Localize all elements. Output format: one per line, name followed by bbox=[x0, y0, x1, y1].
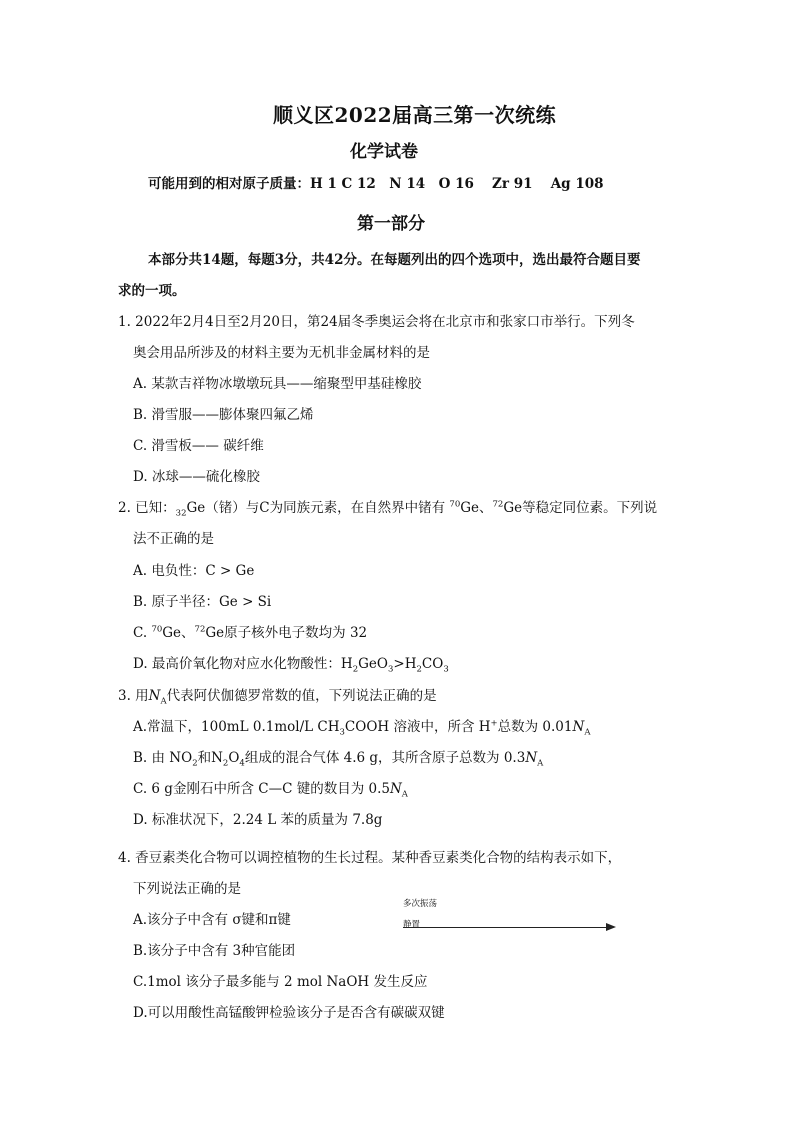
q3a-n: N bbox=[572, 719, 585, 735]
q2d-prefix: D. 最高价氧化物对应水化物酸性：H bbox=[133, 656, 353, 672]
q3b-sub-3: 4 bbox=[239, 758, 245, 769]
q3b-text-3: O bbox=[228, 750, 240, 766]
question-1-option-b: B. 滑雪服——膨体聚四氟乙烯 bbox=[133, 407, 314, 423]
q3b-sub-2: 2 bbox=[222, 758, 229, 769]
q2c-isotope-70: 70 bbox=[151, 624, 163, 635]
question-2-line-2: 法不正确的是 bbox=[133, 531, 214, 547]
q3-prefix: 3. 用 bbox=[118, 688, 149, 704]
arrow-label-bottom: 静置 bbox=[403, 920, 421, 930]
q2d-m1: GeO bbox=[358, 656, 388, 672]
q2-part-2: Ge、 bbox=[460, 500, 493, 516]
q3a-sup: + bbox=[490, 718, 498, 729]
question-1-option-d: D. 冰球——硫化橡胶 bbox=[133, 469, 260, 485]
q2d-m2: >H bbox=[393, 656, 417, 672]
q3a-text-2: COOH 溶液中，所含 H bbox=[344, 719, 491, 735]
q3b-n: N bbox=[525, 750, 538, 766]
question-3-option-a bbox=[133, 715, 591, 738]
part-heading: 第一部分 bbox=[357, 214, 425, 234]
q2-part-1: Ge（锗）与C为同族元素，在自然界中锗有 bbox=[186, 500, 450, 516]
question-3-option-c bbox=[133, 777, 408, 800]
q3c-n: N bbox=[389, 781, 402, 797]
q3-rest: 代表阿伏伽德罗常数的值，下列说法正确的是 bbox=[166, 688, 437, 704]
isotope-70: 70 bbox=[449, 499, 461, 510]
q2d-m3: CO bbox=[421, 656, 444, 672]
q2d-sub-1: 2 bbox=[352, 664, 359, 675]
q3b-sub-1: 2 bbox=[192, 758, 198, 769]
question-4-option-a: A.该分子中含有 σ键和π键 bbox=[133, 912, 291, 928]
q3b-a: A bbox=[537, 758, 544, 769]
question-4-line-2: 下列说法正确的是 bbox=[133, 881, 241, 897]
question-2-option-d bbox=[133, 652, 449, 675]
instructions-line-1: 本部分共14题，每题3分，共42分。在每题列出的四个选项中，选出最符合题目要 bbox=[148, 252, 641, 268]
q3b-text-2: 和N bbox=[197, 750, 223, 766]
q2d-sub-2: 3 bbox=[387, 664, 394, 675]
question-1-option-a: A. 某款吉祥物冰墩墩玩具——缩聚型甲基硅橡胶 bbox=[133, 376, 422, 392]
q2c-prefix: C. bbox=[133, 625, 152, 641]
question-3-option-b bbox=[133, 746, 544, 769]
question-1-option-c: C. 滑雪板—— 碳纤维 bbox=[133, 438, 264, 454]
q2d-sub-4: 3 bbox=[443, 664, 449, 675]
question-2-option-c bbox=[133, 621, 367, 641]
question-2-option-a: A. 电负性：C > Ge bbox=[133, 563, 255, 579]
q2c-isotope-72: 72 bbox=[194, 624, 206, 635]
ge-atomic-number: 32 bbox=[175, 508, 187, 519]
instructions-line-2: 求的一项。 bbox=[118, 283, 186, 299]
question-1-line-1: 1. 2022年2月4日至2月20日，第24届冬季奥运会将在北京市和张家口市举行。下列冬 bbox=[118, 314, 635, 330]
question-2-option-b: B. 原子半径：Ge > Si bbox=[133, 594, 272, 610]
q2c-mid: Ge、 bbox=[162, 625, 195, 641]
question-4-option-b: B.该分子中含有 3种官能团 bbox=[133, 943, 296, 959]
question-4-line-1: 4. 香豆素类化合物可以调控植物的生长过程。某种香豆素类化合物的结构表示如下， bbox=[118, 850, 622, 866]
question-3-option-d: D. 标准状况下，2.24 L 苯的质量为 7.8g bbox=[133, 812, 383, 828]
question-3-line-1 bbox=[118, 684, 437, 707]
page-title: 顺义区2022届高三第一次统练 bbox=[273, 103, 557, 127]
q2c-end: Ge原子核外电子数均为 32 bbox=[205, 625, 368, 641]
question-2-line-1 bbox=[118, 496, 658, 519]
question-4-option-c: C.1mol 该分子最多能与 2 mol NaOH 发生反应 bbox=[133, 974, 428, 990]
page-subtitle: 化学试卷 bbox=[350, 142, 418, 162]
reaction-arrow-shaft bbox=[403, 927, 608, 928]
atomic-masses: 可能用到的相对原子质量：H 1 C 12 N 14 O 16 Zr 91 Ag 108 bbox=[148, 176, 604, 192]
q3a-a: A bbox=[584, 727, 591, 738]
q3b-text-4: 组成的混合气体 4.6 g，其所含原子总数为 0.3 bbox=[244, 750, 526, 766]
q2-part-3: Ge等稳定同位素。下列说 bbox=[503, 500, 658, 516]
arrow-label-top: 多次振荡 bbox=[403, 899, 438, 909]
isotope-72: 72 bbox=[492, 499, 504, 510]
q3a-text: A.常温下，100mL 0.1mol/L CH bbox=[133, 719, 340, 735]
q3a-text-3: 总数为 0.01 bbox=[497, 719, 573, 735]
question-1-line-2: 奥会用品所涉及的材料主要为无机非金属材料的是 bbox=[133, 345, 430, 361]
q3a-sub: 3 bbox=[339, 727, 345, 738]
q3c-a: A bbox=[401, 789, 408, 800]
q2-prefix: 2. 已知： bbox=[118, 500, 176, 516]
reaction-arrow-head bbox=[606, 923, 616, 931]
q3-na: N bbox=[148, 688, 161, 704]
question-4-option-d: D.可以用酸性高锰酸钾检验该分子是否含有碳碳双键 bbox=[133, 1005, 445, 1021]
q3-na-sub: A bbox=[160, 696, 167, 707]
q3c-text: C. 6 g金刚石中所含 C—C 键的数目为 0.5 bbox=[133, 781, 390, 797]
q3b-text: B. 由 NO bbox=[133, 750, 193, 766]
q2d-sub-3: 2 bbox=[416, 664, 422, 675]
